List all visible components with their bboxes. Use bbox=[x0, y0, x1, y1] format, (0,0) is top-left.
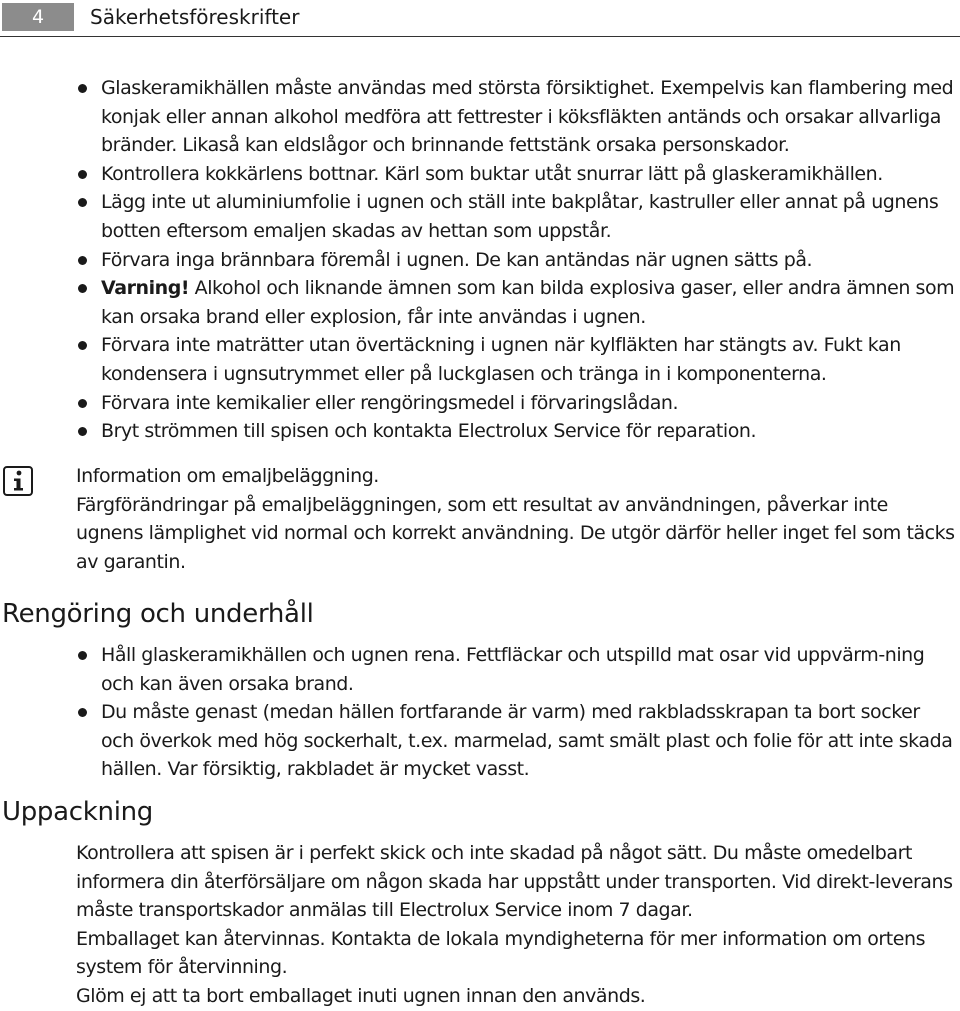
section-heading-unpacking: Uppackning bbox=[2, 797, 154, 827]
list-item bbox=[0, 698, 960, 784]
list-item-text: Du måste genast (medan hällen fortfarande är varm) med rakbladsskrapan ta bort socker och överkok med hög sockerhalt, t.ex. marmelad, samt smält plast och folie för att inte skada hällen. Var försiktig, rakbladet är mycket vasst. bbox=[101, 701, 953, 781]
list-item-text: Håll glaskeramikhällen och ugnen rena. Fettfläckar och utspilld mat osar vid uppvärm-ning och kan även orsaka brand. bbox=[101, 644, 925, 695]
page-number: 4 bbox=[2, 3, 74, 31]
list-item bbox=[0, 160, 960, 189]
list-item bbox=[0, 641, 960, 698]
cleaning-list bbox=[0, 641, 960, 784]
list-item-text: Alkohol och liknande ämnen som kan bilda explosiva gaser, eller andra ämnen som kan orsaka brand eller explosion, får inte användas i ugnen. bbox=[101, 277, 955, 328]
information-icon bbox=[3, 466, 33, 496]
list-item-text: Kontrollera kokkärlens bottnar. Kärl som buktar utåt snurrar lätt på glaskeramikhällen. bbox=[101, 162, 883, 185]
bullet-icon bbox=[78, 284, 87, 293]
bullet-icon bbox=[78, 198, 87, 207]
list-item bbox=[0, 389, 960, 418]
bullet-icon bbox=[78, 399, 87, 408]
bullet-icon bbox=[78, 84, 87, 93]
list-item bbox=[0, 246, 960, 275]
list-item-text: Bryt strömmen till spisen och kontakta Electrolux Service för reparation. bbox=[101, 420, 757, 443]
list-item bbox=[0, 188, 960, 245]
list-item-text: Förvara inte maträtter utan övertäckning i ugnen när kylfläkten har stängts av. Fukt kan kondensera i ugnsutrymmet eller på luckglasen och tränga in i komponenterna. bbox=[101, 334, 901, 385]
bullet-icon bbox=[78, 256, 87, 265]
page-header bbox=[0, 0, 960, 38]
list-item bbox=[0, 331, 960, 388]
paragraph: Kontrollera att spisen är i perfekt skick och inte skadad på något sätt. Du måste omedelbart informera din återförsäljare om någon skada har uppstått under transporten. Vid direkt-leverans måste transportskador anmälas till Electrolux Service inom 7 dagar. bbox=[76, 842, 953, 922]
list-item bbox=[0, 274, 960, 331]
list-item-text: Lägg inte ut aluminiumfolie i ugnen och ställ inte bakplåtar, kastruller eller annat på ugnens botten eftersom emaljen skadas av hettan som uppstår. bbox=[101, 191, 939, 242]
safety-list bbox=[0, 74, 960, 446]
list-item-text: Förvara inte kemikalier eller rengöringsmedel i förvaringslådan. bbox=[101, 391, 679, 414]
info-note bbox=[76, 462, 956, 576]
bullet-icon bbox=[78, 427, 87, 436]
paragraph: Glöm ej att ta bort emballaget inuti ugnen innan den används. bbox=[76, 984, 646, 1007]
header-divider bbox=[0, 36, 960, 37]
page-title: Säkerhetsföreskrifter bbox=[90, 5, 300, 29]
list-item-text: Förvara inga brännbara föremål i ugnen. De kan antändas när ugnen sätts på. bbox=[101, 248, 813, 271]
unpacking-text bbox=[76, 839, 956, 1011]
bullet-icon bbox=[78, 341, 87, 350]
list-item bbox=[0, 417, 960, 446]
list-item bbox=[0, 74, 960, 160]
list-item-text: Glaskeramikhällen måste användas med största försiktighet. Exempelvis kan flambering med konjak eller annan alkohol medföra att fettrester i köksfläkten antänds och orsakar allvarliga bränder. Likaså kan eldslågor och brinnande fettstänk orsaka personskador. bbox=[101, 77, 954, 157]
information-icon-glyph bbox=[5, 468, 31, 494]
paragraph: Emballaget kan återvinnas. Kontakta de lokala myndigheterna för mer information om ortens system för återvinning. bbox=[76, 927, 926, 979]
warning-label: Varning! bbox=[101, 277, 190, 300]
info-body: Färgförändringar på emaljbeläggningen, som ett resultat av användningen, påverkar inte ugnens lämplighet vid normal och korrekt användning. De utgör därför heller inget fel som täcks av garantin. bbox=[76, 493, 955, 573]
bullet-icon bbox=[78, 651, 87, 660]
section-heading-cleaning: Rengöring och underhåll bbox=[2, 599, 314, 629]
bullet-icon bbox=[78, 170, 87, 179]
info-title: Information om emaljbeläggning. bbox=[76, 465, 379, 487]
bullet-icon bbox=[78, 708, 87, 717]
